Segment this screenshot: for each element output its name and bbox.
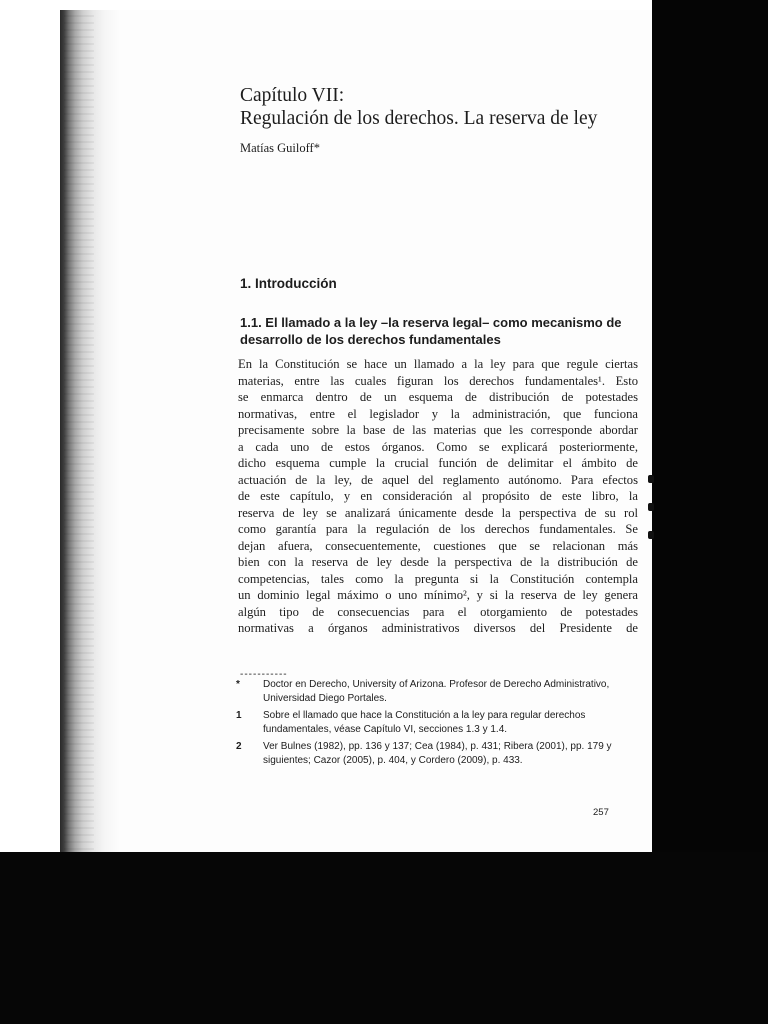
footnote <box>236 740 636 767</box>
body-line: reserva de ley se analizará únicamente desde la perspectiva de su rol <box>238 505 638 520</box>
body-line: algún tipo de consecuencias para el otorgamiento de potestades <box>238 604 638 619</box>
footnote-line: siguientes; Cazor (2005), p. 404, y Cordero (2009), p. 433. <box>263 754 523 766</box>
subsection-heading <box>240 314 652 348</box>
body-line: precisamente sobre la base de las materias que les corresponde abordar <box>238 423 638 437</box>
body-line: normativas a órganos administrativos diversos del Presidente de <box>238 621 638 635</box>
body-line: materias, entre las cuales figuran los derechos fundamentales¹. Esto <box>238 373 638 388</box>
chapter-number: Capítulo VII: <box>240 85 345 106</box>
body-line: como garantía para la regulación de los derechos fundamentales. Se <box>238 522 638 536</box>
chapter-title <box>240 84 652 130</box>
footnote-mark: 1 <box>236 710 242 721</box>
footnote-line: Doctor en Derecho, University of Arizona. Profesor de Derecho Administrativo, <box>263 679 610 690</box>
chapter-author: Matías Guiloff* <box>240 141 320 155</box>
chapter-subject: Regulación de los derechos. La reserva de ley <box>240 108 598 129</box>
footnote-mark: * <box>236 679 240 690</box>
footnote-separator: ----------- <box>240 669 288 680</box>
subsection-heading-line: 1.1. El llamado a la ley –la reserva legal– como mecanismo de <box>240 315 622 330</box>
footnote-line: Sobre el llamado que hace la Constitución a la ley para regular derechos <box>263 710 586 721</box>
footnote <box>236 678 636 705</box>
scan-edge-mark <box>648 475 654 483</box>
page-number: 257 <box>593 807 609 818</box>
body-line: dicho esquema cumple la crucial función de delimitar el ámbito de <box>238 456 638 470</box>
book-page <box>60 10 652 852</box>
body-line: se enmarca dentro de un esquema de distribución de potestades <box>238 390 638 404</box>
body-line: bien con la reserva de ley desde la perspectiva de la distribución de <box>238 555 638 569</box>
body-line: En la Constitución se hace un llamado a la ley para que regule ciertas <box>238 357 638 371</box>
footnote-line: Universidad Diego Portales. <box>263 692 387 704</box>
scan-edge-mark <box>648 503 654 511</box>
body-paragraph <box>238 356 638 637</box>
footnotes <box>236 678 636 771</box>
section-heading: 1. Introducción <box>240 276 337 291</box>
body-line: actuación de la ley, de aquel del reglamento autónomo. Para efectos <box>238 472 638 487</box>
body-line: dejan afuera, consecuentemente, cuestiones que se relacionan más <box>238 538 638 553</box>
subsection-heading-line: desarrollo de los derechos fundamentales <box>240 332 501 347</box>
scan-margin-left <box>0 0 60 852</box>
body-line: competencias, tales como la pregunta si la Constitución contempla <box>238 571 638 586</box>
footnote-line: Ver Bulnes (1982), pp. 136 y 137; Cea (1984), p. 431; Ribera (2001), pp. 179 y <box>263 741 612 752</box>
body-line: a cada uno de estos órganos. Como se explicará posteriormente, <box>238 439 638 454</box>
body-line: de este capítulo, y en consideración al propósito de este libro, la <box>238 489 638 503</box>
scan-edge-mark <box>648 531 654 539</box>
body-line: un dominio legal máximo o uno mínimo², y si la reserva de ley genera <box>238 588 638 602</box>
footnote <box>236 709 636 736</box>
footnote-line: fundamentales, véase Capítulo VI, secciones 1.3 y 1.4. <box>263 723 508 735</box>
scanner-background-bottom <box>0 852 768 1024</box>
body-line: normativas, entre el legislador y la administración, que funciona <box>238 406 638 421</box>
footnote-mark: 2 <box>236 741 242 752</box>
spine-texture <box>64 10 94 852</box>
